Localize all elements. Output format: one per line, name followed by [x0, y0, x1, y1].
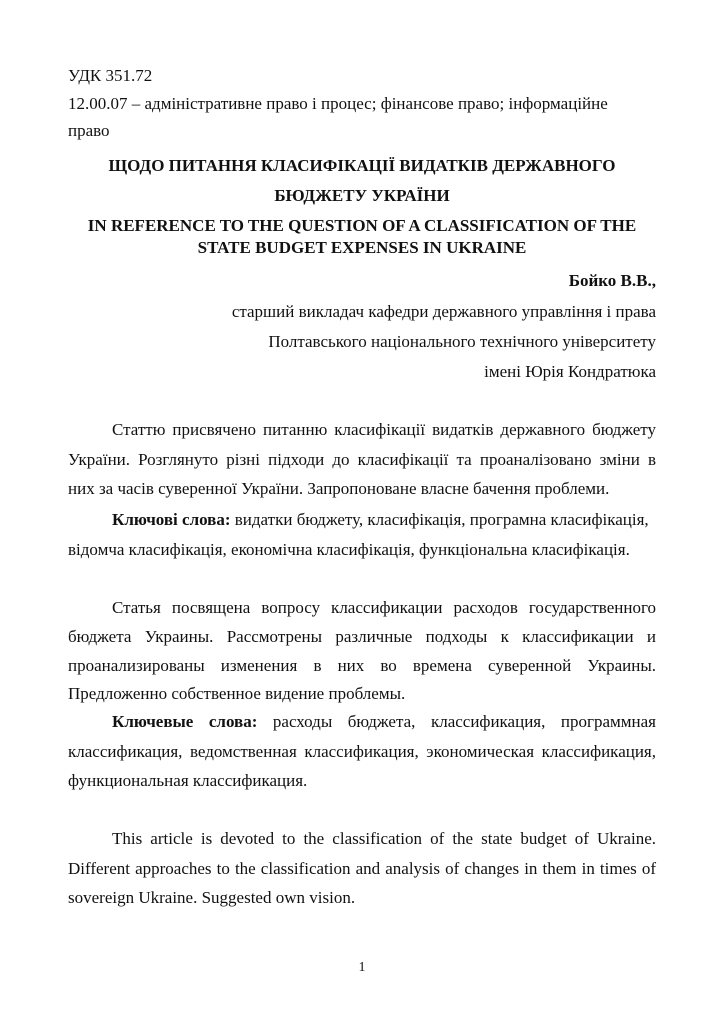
page-number: 1 — [358, 960, 366, 975]
title-line: IN REFERENCE TO THE QUESTION OF A CLASSIFICATION OF THE — [87, 216, 637, 235]
keywords-line: функциональная классификация. — [68, 771, 308, 790]
abstract-line: This article is devoted to the classification of the state budget of Ukraine. — [112, 829, 656, 848]
abstract-line: України. Розглянуто різні підходи до класифікації та проаналізовано зміни в — [68, 450, 656, 469]
keywords-label: Ключові слова: — [112, 510, 231, 529]
specialty-line: 12.00.07 – адміністративне право і процес; фінансове право; інформаційне — [68, 94, 608, 113]
abstract-line: sovereign Ukraine. Suggested own vision. — [68, 888, 356, 907]
keywords-label: Ключевые слова: — [112, 712, 258, 731]
abstract-line: них за часів суверенної України. Запропоноване власне бачення проблеми. — [68, 479, 610, 498]
abstract-line: Статтю присвячено питанню класифікації видатків державного бюджету — [112, 420, 656, 439]
author-name: Бойко В.В., — [568, 271, 656, 290]
author-affiliation: старший викладач кафедри державного управління і права — [231, 302, 656, 321]
author-affiliation: Полтавського національного технічного університету — [268, 332, 656, 351]
abstract-line: Статья посвящена вопросу классификации расходов государственного — [112, 598, 656, 617]
abstract-line: Different approaches to the classification and analysis of changes in them in times of — [68, 859, 656, 878]
keywords-line: відомча класифікація, економічна класифікація, функціональна класифікація. — [68, 540, 630, 559]
abstract-line: проанализированы изменения в них во времена суверенной Украины. — [68, 656, 656, 675]
keywords-line — [112, 509, 656, 531]
author-affiliation: імені Юрія Кондратюка — [484, 362, 656, 381]
keywords-text: видатки бюджету, класифікація, програмна класифікація, — [230, 510, 649, 529]
udk-code: УДК 351.72 — [68, 66, 153, 85]
specialty-line: право — [68, 121, 110, 140]
abstract-line: бюджета Украины. Рассмотрены различные подходы к классификации и — [68, 627, 656, 646]
keywords-line: классификация, ведомственная классификация, экономическая классификация, — [68, 742, 656, 761]
title-line: STATE BUDGET EXPENSES IN UKRAINE — [197, 238, 527, 257]
title-line: ЩОДО ПИТАННЯ КЛАСИФІКАЦІЇ ВИДАТКІВ ДЕРЖАВНОГО — [108, 156, 616, 175]
keywords-text: расходы бюджета, классификация, программная — [257, 712, 656, 731]
abstract-line: Предложенно собственное видение проблемы. — [68, 684, 406, 703]
title-line: БЮДЖЕТУ УКРАЇНИ — [274, 186, 450, 205]
keywords-line — [112, 711, 656, 733]
